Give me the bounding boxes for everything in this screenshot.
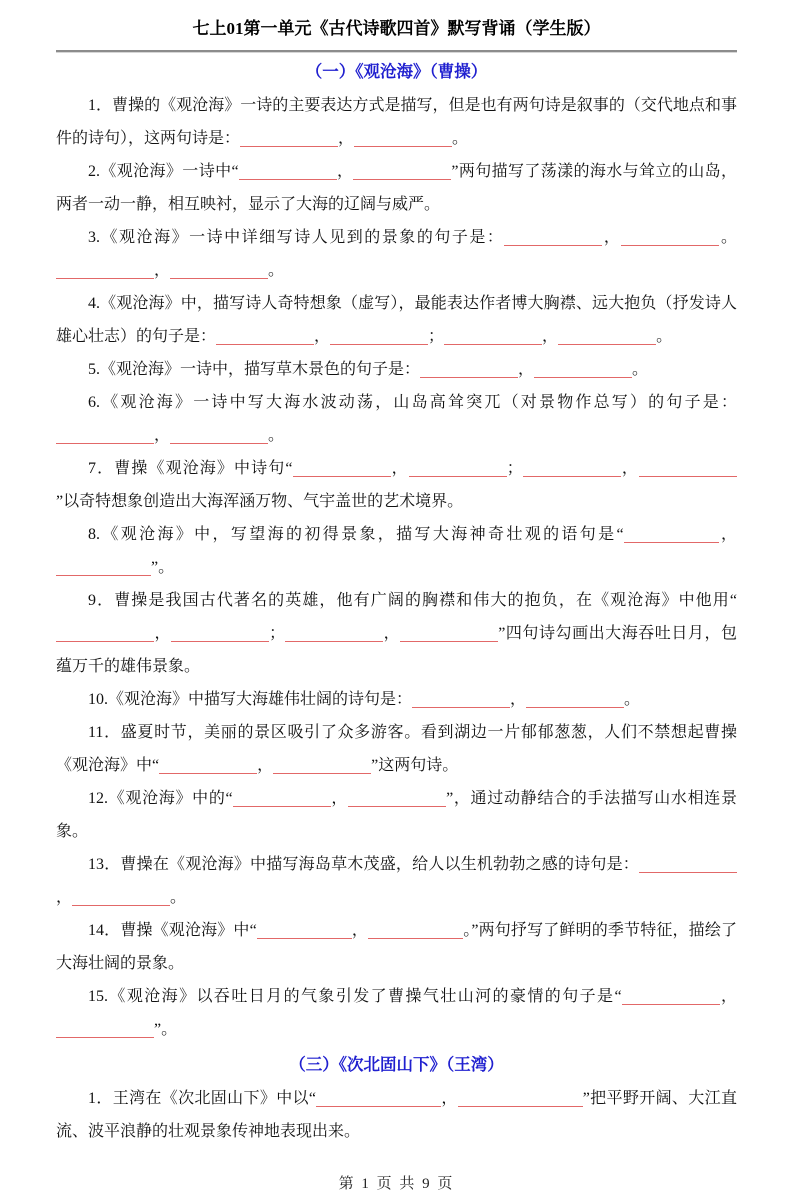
answer-blank bbox=[504, 229, 602, 246]
answer-blank bbox=[624, 526, 719, 543]
question-paragraph bbox=[56, 89, 737, 155]
answer-blank bbox=[639, 460, 737, 477]
answer-blank bbox=[330, 328, 428, 345]
question-paragraph bbox=[56, 518, 737, 584]
question-paragraph bbox=[56, 287, 737, 353]
answer-blank bbox=[458, 1090, 583, 1107]
question-text: ， bbox=[336, 163, 354, 180]
question-text: ”，通过动静结合的手法描写山水相连景象。 bbox=[56, 790, 737, 840]
question-text: 。 bbox=[632, 361, 649, 378]
answer-blank bbox=[56, 559, 151, 576]
question-text: ， bbox=[154, 625, 172, 642]
answer-blank bbox=[56, 262, 154, 279]
answer-blank bbox=[170, 427, 268, 444]
question-paragraph bbox=[56, 353, 737, 386]
question-text: 12.《观沧海》中的“ bbox=[88, 790, 233, 807]
answer-blank bbox=[273, 757, 371, 774]
question-text: 2.《观沧海》一诗中“ bbox=[88, 163, 239, 180]
question-text: ， bbox=[441, 1090, 458, 1107]
question-text: ， bbox=[154, 262, 171, 279]
question-paragraph bbox=[56, 848, 737, 914]
title-divider bbox=[56, 50, 737, 53]
question-text: 1．王湾在《次北固山下》中以“ bbox=[88, 1090, 317, 1107]
question-paragraph bbox=[56, 914, 737, 980]
question-paragraph bbox=[56, 980, 737, 1046]
question-text: 15.《观沧海》以吞吐日月的气象引发了曹操气壮山河的豪情的句子是“ bbox=[88, 988, 622, 1005]
answer-blank bbox=[239, 163, 337, 180]
question-text: 5.《观沧海》一诗中，描写草木景色的句子是： bbox=[88, 361, 421, 378]
question-text: ， bbox=[518, 361, 535, 378]
question-text: ， bbox=[390, 460, 409, 477]
answer-blank bbox=[240, 130, 338, 147]
answer-blank bbox=[56, 427, 154, 444]
question-text: ， bbox=[56, 889, 73, 906]
question-text: 6.《观沧海》一诗中写大海水波动荡，山岛高耸突兀（对景物作总写）的句子是： bbox=[88, 394, 737, 411]
question-text: ， bbox=[510, 691, 527, 708]
answer-blank bbox=[353, 163, 451, 180]
answer-blank bbox=[368, 922, 463, 939]
document-body bbox=[56, 57, 737, 1148]
question-paragraph bbox=[56, 716, 737, 782]
question-paragraph bbox=[56, 683, 737, 716]
answer-blank bbox=[159, 757, 257, 774]
answer-blank bbox=[72, 889, 170, 906]
question-text: ， bbox=[383, 625, 401, 642]
answer-blank bbox=[285, 625, 383, 642]
answer-blank bbox=[444, 328, 542, 345]
question-text: ”。 bbox=[154, 1021, 178, 1038]
question-paragraph bbox=[56, 782, 737, 848]
answer-blank bbox=[523, 460, 621, 477]
question-text: ， bbox=[314, 328, 331, 345]
question-paragraph bbox=[56, 584, 737, 683]
question-text: 。”两句抒写了鲜明的季节特征，描绘了大海壮阔的景象。 bbox=[56, 922, 737, 972]
question-text: 。 bbox=[452, 130, 469, 147]
question-text: 。 bbox=[170, 889, 187, 906]
question-text: ， bbox=[602, 229, 622, 246]
question-text: 。 bbox=[624, 691, 641, 708]
question-text: 14．曹操《观沧海》中“ bbox=[88, 922, 257, 939]
question-text: ， bbox=[719, 988, 737, 1005]
answer-blank bbox=[409, 460, 507, 477]
answer-blank bbox=[316, 1090, 441, 1107]
question-text: ”。 bbox=[151, 559, 175, 576]
answer-blank bbox=[56, 1021, 154, 1038]
question-text: ”以奇特想象创造出大海浑涵万物、气宇盖世的艺术境界。 bbox=[56, 493, 464, 510]
question-text: ； bbox=[506, 460, 523, 477]
question-text: ； bbox=[269, 625, 286, 642]
question-text: ， bbox=[620, 460, 639, 477]
question-text: 9．曹操是我国古代著名的英雄，他有广阔的胸襟和伟大的抱负，在《观沧海》中他用“ bbox=[88, 592, 737, 609]
answer-blank bbox=[420, 361, 518, 378]
section-heading: （一）《观沧海》（曹操） bbox=[305, 62, 488, 81]
question-paragraph bbox=[56, 452, 737, 518]
question-text: ， bbox=[154, 427, 171, 444]
question-text: ， bbox=[338, 130, 355, 147]
document-title: 七上01第一单元《古代诗歌四首》默写背诵（学生版） bbox=[192, 19, 601, 38]
question-text: 3.《观沧海》一诗中详细写诗人见到的景象的句子是： bbox=[88, 229, 505, 246]
answer-blank bbox=[400, 625, 498, 642]
answer-blank bbox=[639, 856, 737, 873]
question-text: 8.《观沧海》中，写望海的初得景象，描写大海神奇壮观的语句是“ bbox=[88, 526, 624, 543]
question-text: ， bbox=[330, 790, 349, 807]
answer-blank bbox=[56, 625, 154, 642]
question-text: 。 bbox=[268, 262, 285, 279]
section-heading: （三）《次北固山下》（王湾） bbox=[289, 1055, 504, 1074]
question-text: 13．曹操在《观沧海》中描写海岛草木茂盛，给人以生机勃勃之感的诗句是： bbox=[88, 856, 639, 873]
question-text: ， bbox=[351, 922, 369, 939]
question-text: ”这两句诗。 bbox=[371, 757, 459, 774]
question-text: 4.《观沧海》中，描写诗人奇特想象（虚写），最能表达作者博大胸襟、远大抱负（抒发诗人雄心壮志）的句子是： bbox=[56, 295, 737, 345]
question-text: ， bbox=[542, 328, 559, 345]
question-text: ； bbox=[428, 328, 445, 345]
question-text: 7．曹操《观沧海》中诗句“ bbox=[88, 460, 293, 477]
question-paragraph bbox=[56, 386, 737, 452]
answer-blank bbox=[348, 790, 446, 807]
question-text: 11．盛夏时节，美丽的景区吸引了众多游客。看到湖边一片郁郁葱葱，人们不禁想起曹操《观沧海》中“ bbox=[56, 724, 737, 774]
answer-blank bbox=[622, 988, 720, 1005]
question-text: 。 bbox=[268, 427, 285, 444]
question-paragraph bbox=[56, 155, 737, 221]
question-text: ”四句诗勾画出大海吞吐日月，包蕴万千的雄伟景象。 bbox=[56, 625, 737, 675]
question-text: ， bbox=[718, 526, 737, 543]
answer-blank bbox=[354, 130, 452, 147]
answer-blank bbox=[534, 361, 632, 378]
answer-blank bbox=[170, 262, 268, 279]
question-paragraph bbox=[56, 1082, 737, 1148]
answer-blank bbox=[171, 625, 269, 642]
answer-blank bbox=[621, 229, 719, 246]
answer-blank bbox=[412, 691, 510, 708]
answer-blank bbox=[257, 922, 352, 939]
question-paragraph bbox=[56, 221, 737, 287]
page-number: 第 1 页 共 9 页 bbox=[338, 1176, 455, 1192]
question-text: ， bbox=[257, 757, 274, 774]
question-text: ”把平野开阔、大江直流、波平浪静的壮观景象传神地表现出来。 bbox=[56, 1090, 737, 1140]
question-text: ”两句描写了荡漾的海水与耸立的山岛，两者一动一静，相互映衬，显示了大海的辽阔与威严。 bbox=[56, 163, 737, 213]
question-text: 10.《观沧海》中描写大海雄伟壮阔的诗句是： bbox=[88, 691, 413, 708]
question-text: 1．曹操的《观沧海》一诗的主要表达方式是描写，但是也有两句诗是叙事的（交代地点和事件的诗句），这两句诗是： bbox=[56, 97, 737, 147]
answer-blank bbox=[558, 328, 656, 345]
answer-blank bbox=[526, 691, 624, 708]
answer-blank bbox=[216, 328, 314, 345]
answer-blank bbox=[293, 460, 391, 477]
question-text: 。 bbox=[719, 229, 737, 246]
answer-blank bbox=[233, 790, 331, 807]
question-text: 。 bbox=[656, 328, 673, 345]
